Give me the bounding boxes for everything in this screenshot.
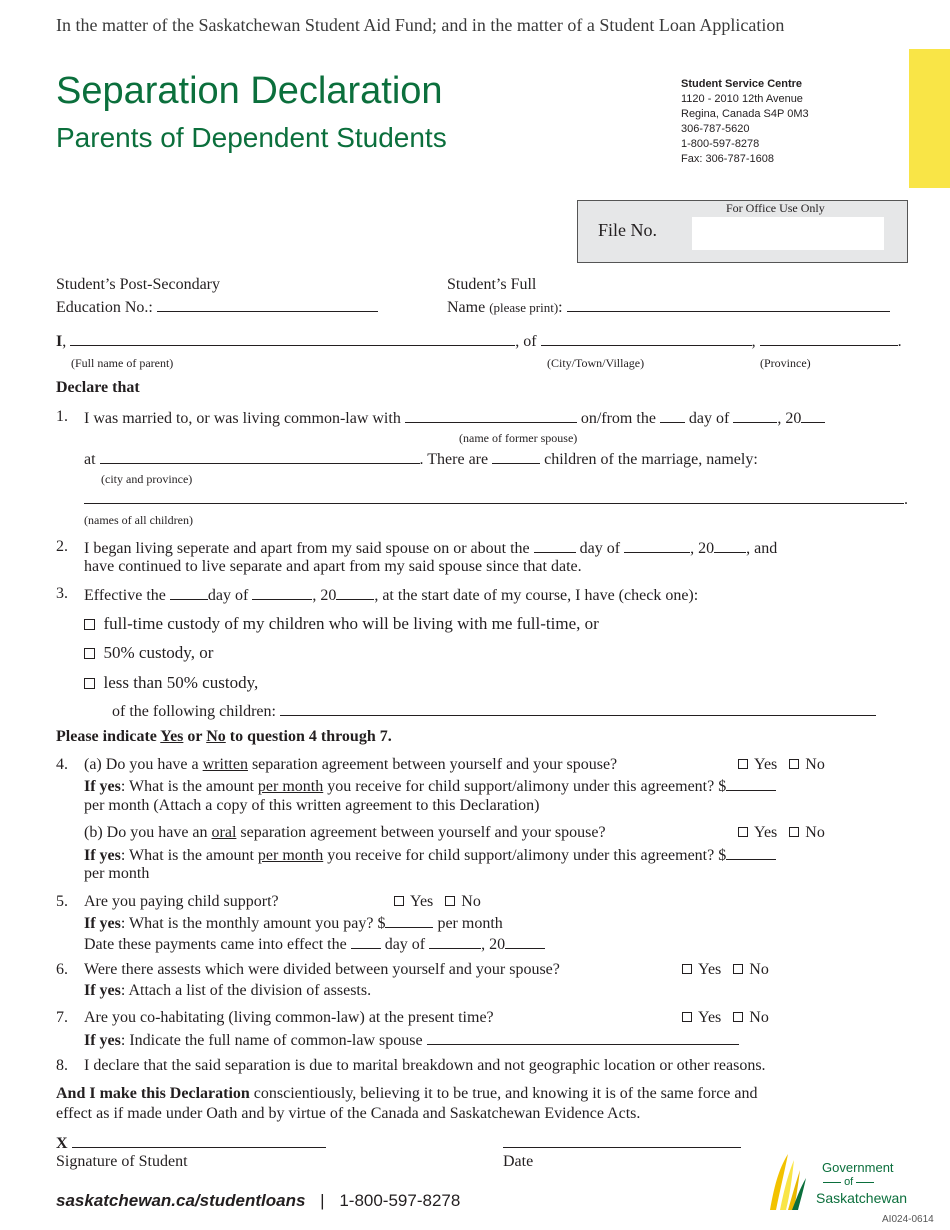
date-label: Date [503,1153,534,1170]
edu-number-field[interactable] [157,297,378,312]
q7-no-checkbox[interactable] [733,1012,743,1022]
q1-day-field[interactable] [660,408,685,423]
q5-amt-2: per month [437,915,503,932]
q7-num: 7. [56,1009,68,1026]
footer-url[interactable]: saskatchewan.ca/studentloans [56,1191,306,1210]
q2-text-c: , 20 [690,540,715,557]
q4a-amt-1: : What is the amount [120,778,254,795]
signature-field[interactable] [72,1133,326,1148]
q5-date-row [84,934,545,954]
q6-if-yes: If yes [84,982,121,999]
q1-text-d: , 20 [777,410,802,427]
form-code: AI024-0614 [882,1214,934,1225]
q1-text-e: . There are [419,451,489,468]
office-use-box [577,200,908,263]
signature-row [56,1133,326,1153]
instr-a: Please indicate [56,728,157,745]
q6-no-label: No [749,961,769,978]
contact-address2: Regina, Canada S4P 0M3 [681,108,809,120]
former-spouse-field[interactable] [405,408,577,423]
q6-question: Were there assests which were divided between yourself and your spouse? [84,961,560,978]
q3-text-c: , 20 [312,587,337,604]
contact-fax: Fax: 306-787-1608 [681,153,774,165]
name-label-1: Student’s Full [447,276,537,293]
q1-num: 1. [56,408,68,425]
q4a-yes-label: Yes [754,756,778,773]
page-title: Separation Declaration [56,70,443,112]
common-law-spouse-field[interactable] [427,1030,739,1045]
province-field[interactable] [760,331,898,346]
date-row [503,1133,741,1153]
option-label-full-time: full-time custody of my children who will be living with me full-time, or [103,614,599,633]
instr-or: or [187,728,203,745]
q7-if-yes: If yes [84,1032,121,1049]
city-field[interactable] [541,331,752,346]
q4a-question [84,756,617,774]
parent-name-field[interactable] [70,331,515,346]
q3-text-a: Effective the [84,587,166,604]
logo-line2: of [844,1176,854,1188]
q5-day-field[interactable] [351,934,381,949]
q5-no-checkbox[interactable] [445,896,455,906]
q4b-amt-1: : What is the amount [120,847,254,864]
student-name-field[interactable] [567,297,890,312]
contact-block [681,77,809,167]
q7-detail-row [84,1030,739,1050]
q1-location-field[interactable] [100,449,420,464]
footer-phone: 1-800-597-8278 [339,1191,461,1210]
q7-detail: : Indicate the full name of common-law spouse [120,1032,423,1049]
q5-no-label: No [461,893,481,910]
declarant-period: . [897,333,902,350]
of-label: , of [515,333,537,350]
checkbox-less-than-50[interactable] [84,678,95,689]
q4a-amount-field[interactable] [726,776,776,791]
q1-children-count-field[interactable] [492,449,540,464]
q5-num: 5. [56,893,68,910]
yellow-tab [909,49,950,188]
q1-text-c: day of [688,410,730,427]
caption-children-names: (names of all children) [84,513,193,527]
caption-city: (City/Town/Village) [547,356,645,370]
q5-amount-row [84,913,503,933]
q1-line1 [84,408,825,428]
i-comma: , [62,333,67,350]
declare-that: Declare that [56,379,140,396]
q2-num: 2. [56,538,68,555]
q3-following-label: of the following children: [112,703,276,720]
q6-no-checkbox[interactable] [733,964,743,974]
file-no-label: File No. [598,220,658,240]
q4b-oral: oral [211,824,237,841]
q4-num: 4. [56,756,68,773]
q5-date-2: day of [384,936,426,953]
closing-rest: conscientiously, believing it to be true, and knowing it is of the same force and [253,1085,758,1102]
q3-month-field[interactable] [252,585,312,600]
i-label: I [56,333,63,350]
q4b-amount-field[interactable] [726,845,776,860]
wheat-sheaf-icon [766,1150,816,1212]
q2-year-field[interactable] [714,538,746,553]
logo-rule-right [856,1182,874,1183]
q5-month-field[interactable] [429,934,481,949]
q4b-per-month: per month [257,847,324,864]
q5-yes-no [394,893,481,911]
q4b-question [84,824,606,842]
q2-text-d: , and [746,540,778,557]
q1-text-a: I was married to, or was living common-law with [84,410,401,427]
name-label-2: Name [447,299,486,316]
q1-line3 [84,489,908,509]
q4b-if-yes: If yes [84,847,121,864]
instr-no: No [206,728,226,745]
date-field[interactable] [503,1133,741,1148]
government-logo [766,1150,916,1212]
q4a-amount-row [84,776,776,796]
instr-b: to question 4 through 7. [229,728,392,745]
q1-period: . [904,491,908,508]
footer-row [56,1191,460,1211]
q5-date-3: , 20 [481,936,506,953]
instr-yes: Yes [160,728,184,745]
option-label-50-percent: 50% custody, or [103,643,214,662]
q4a-text-1: (a) Do you have a [84,756,199,773]
q1-text-f: children of the marriage, namely: [544,451,758,468]
contact-name: Student Service Centre [681,78,803,90]
q2-text-b: day of [579,540,621,557]
q4a-written: written [202,756,248,773]
q2-line1 [84,538,777,558]
q1-month-field[interactable] [733,408,777,423]
q2-text-a: I began living seperate and apart from my said spouse on or about the [84,540,530,557]
q1-at: at [84,451,96,468]
yes-no-instructions [56,728,392,746]
q4a-text-2: separation agreement between yourself and your spouse? [251,756,618,773]
caption-city-province: (city and province) [101,472,193,486]
q4b-no-checkbox[interactable] [789,827,799,837]
q4b-yes-checkbox[interactable] [738,827,748,837]
logo-line3: Saskatchewan [816,1190,908,1206]
q6-detail-row [84,982,371,1000]
q4b-no-label: No [805,824,825,841]
q3-day-field[interactable] [170,585,208,600]
q5-if-yes: If yes [84,915,121,932]
logo-line1: Government [822,1160,894,1175]
q8-num: 8. [56,1057,68,1074]
contact-phone1: 306-787-5620 [681,123,750,135]
q7-question: Are you co-habitating (living common-law) at the present time? [84,1009,494,1026]
q3-line1 [84,585,698,605]
checkbox-full-time[interactable] [84,619,95,630]
logo-line2-row [823,1176,874,1188]
caption-former-spouse: (name of former spouse) [459,431,578,445]
q6-num: 6. [56,961,68,978]
caption-parent-name: (Full name of parent) [71,356,174,370]
q4b-amount-row [84,845,776,865]
edu-label-1: Student’s Post-Secondary [56,276,220,293]
option-label-less-than-50: less than 50% custody, [103,673,259,692]
city-comma: , [751,333,756,350]
q5-year-field[interactable] [505,934,545,949]
q5-question: Are you paying child support? [84,893,279,910]
caption-province: (Province) [760,356,811,370]
q7-no-label: No [749,1009,769,1026]
page-subtitle: Parents of Dependent Students [56,122,447,153]
q6-yes-label: Yes [698,961,722,978]
q1-text-b: on/from the [580,410,656,427]
name-label-small: (please print) [489,300,559,315]
q2-month-field[interactable] [624,538,690,553]
q8-text: I declare that the said separation is due to marital breakdown and not geographic location or other reasons. [84,1057,766,1074]
contact-phone2: 1-800-597-8278 [681,138,760,150]
name-label-row [447,297,890,317]
matter-line: In the matter of the Saskatchewan Student Aid Fund; and in the matter of a Student Loan Application [56,15,785,35]
following-children-field[interactable] [280,701,876,716]
q4b-amt-2: you receive for child support/alimony under this agreement? $ [327,847,727,864]
q3-text-d: , at the start date of my course, I have (check one): [374,587,699,604]
q6-yes-no [682,961,769,979]
q4a-no-checkbox[interactable] [789,759,799,769]
q4a-yes-checkbox[interactable] [738,759,748,769]
closing-line2: effect as if made under Oath and by virtue of the Canada and Saskatchewan Evidence Acts. [56,1105,641,1122]
q5-yes-checkbox[interactable] [394,896,404,906]
q5-amt-1: : What is the monthly amount you pay? $ [120,915,386,932]
file-no-input[interactable] [692,217,884,250]
q4a-no-label: No [805,756,825,773]
q4a-line3: per month (Attach a copy of this written agreement to this Declaration) [84,797,540,814]
q4a-yes-no [738,756,825,774]
q3-num: 3. [56,585,68,602]
q4a-per-month: per month [257,778,324,795]
q7-yes-no [682,1009,769,1027]
q4b-yes-label: Yes [754,824,778,841]
q3-option-50[interactable] [84,643,213,663]
q1-year-field[interactable] [801,408,825,423]
q5-amount-field[interactable] [385,913,433,928]
q1-line2 [84,449,758,469]
closing-bold: And I make this Declaration [56,1085,250,1102]
declarant-row [56,331,902,351]
q7-yes-label: Yes [698,1009,722,1026]
logo-rule-left [823,1182,841,1183]
q4b-line3: per month [84,865,150,882]
q4b-text-2: separation agreement between yourself and your spouse? [240,824,606,841]
q3-option-full-time[interactable] [84,614,599,634]
q4b-yes-no [738,824,825,842]
footer-separator: | [320,1191,325,1210]
q3-year-field[interactable] [336,585,374,600]
checkbox-50-percent[interactable] [84,648,95,659]
signature-label: Signature of Student [56,1153,188,1170]
q4b-text-1: (b) Do you have an [84,824,208,841]
q6-detail: : Attach a list of the division of assests. [120,982,372,999]
q2-day-field[interactable] [534,538,576,553]
children-names-field[interactable] [84,489,904,504]
signature-x: X [56,1135,68,1152]
q6-yes-checkbox[interactable] [682,964,692,974]
q3-option-less-50[interactable] [84,673,258,693]
q5-date-1: Date these payments came into effect the [84,936,347,953]
contact-address1: 1120 - 2010 12th Avenue [681,93,803,105]
edu-label-row [56,297,378,317]
q5-yes-label: Yes [410,893,434,910]
q2-line2: have continued to live separate and apart from my said spouse since that date. [84,558,582,575]
edu-label-2: Education No.: [56,299,153,316]
office-use-label: For Office Use Only [726,201,825,215]
q4a-if-yes: If yes [84,778,121,795]
q7-yes-checkbox[interactable] [682,1012,692,1022]
q3-following-row [112,701,876,721]
closing-line1 [56,1085,758,1103]
name-label-colon: : [558,299,563,316]
q3-text-b: day of [207,587,249,604]
q4a-amt-2: you receive for child support/alimony under this agreement? $ [327,778,727,795]
